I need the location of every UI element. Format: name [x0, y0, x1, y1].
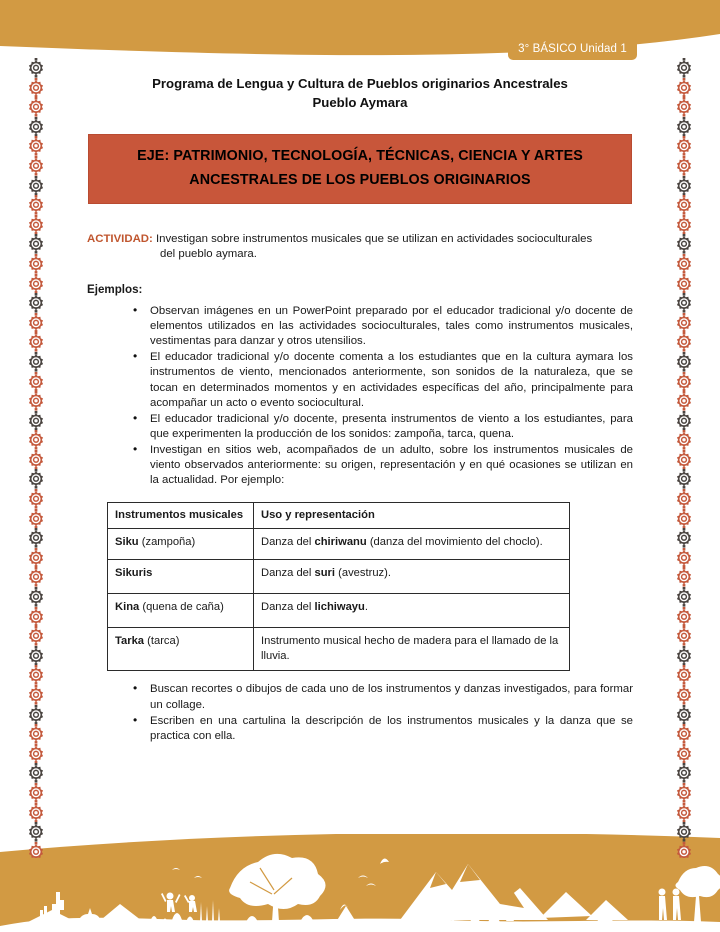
page-title-line1: Programa de Lengua y Cultura de Pueblos originarios Ancestrales — [152, 76, 568, 91]
andean-landscape-silhouette — [0, 834, 720, 932]
table-cell-use — [254, 560, 570, 594]
motif-orange-icon — [673, 567, 695, 587]
motif-orange-icon — [25, 744, 47, 764]
body-area — [87, 204, 633, 744]
use-dance-name: chiriwanu — [314, 536, 367, 549]
motif-orange-icon — [673, 136, 695, 156]
motif-dark-icon — [673, 528, 695, 548]
table-header-cell: Uso y representación — [254, 502, 570, 529]
motif-orange-icon — [673, 274, 695, 294]
instrument-name: Sikuris — [115, 567, 153, 580]
activity-text-line2: del pueblo aymara. — [160, 248, 257, 261]
table-cell-use — [254, 628, 570, 671]
motif-orange-icon — [673, 509, 695, 529]
motif-orange-icon — [673, 332, 695, 352]
table-cell-instrument — [108, 628, 254, 671]
examples-heading: Ejemplos: — [87, 283, 143, 297]
motif-dark-icon — [25, 705, 47, 725]
list-item: • Observan imágenes en un PowerPoint preparado por el educador tradicional y/o docente de elementos utilizados en las actividades socioculturales, tales como instrumentos musicales, vestimentas para danzar y otros utensilios. — [133, 304, 633, 350]
motif-orange-icon — [673, 685, 695, 705]
motif-dark-icon — [25, 352, 47, 372]
motif-orange-icon — [673, 372, 695, 392]
motif-dark-icon — [673, 646, 695, 666]
motif-orange-icon — [25, 97, 47, 117]
motif-dark-icon — [673, 58, 695, 78]
motif-dark-icon — [25, 411, 47, 431]
page-content — [0, 62, 720, 745]
list-item: • Buscan recortes o dibujos de cada uno de los instrumentos y danzas investigados, para formar un collage. — [133, 682, 633, 713]
table-row — [108, 628, 570, 671]
motif-orange-icon — [673, 97, 695, 117]
use-text-post: (danza del movimiento del choclo). — [366, 536, 543, 549]
motif-dark-icon — [25, 646, 47, 666]
motif-orange-icon — [25, 626, 47, 646]
activity-text-line1: Investigan sobre instrumentos musicales que se utilizan en actividades socioculturales — [152, 233, 593, 245]
motif-orange-icon — [25, 372, 47, 392]
motif-dark-icon — [25, 587, 47, 607]
table-row — [108, 529, 570, 560]
table-header-cell: Instrumentos musicales — [108, 502, 254, 529]
motif-orange-icon — [25, 548, 47, 568]
motif-dark-icon — [673, 117, 695, 137]
eje-banner-line1: EJE: PATRIMONIO, TECNOLOGÍA, TÉCNICAS, CIENCIA Y ARTES — [137, 148, 583, 164]
table-cell-use — [254, 529, 570, 560]
use-text-pre: Danza del — [261, 567, 315, 580]
motif-dark-icon — [25, 176, 47, 196]
motif-orange-icon — [673, 744, 695, 764]
page-title — [80, 74, 640, 112]
motif-orange-icon — [25, 607, 47, 627]
motif-dark-icon — [673, 293, 695, 313]
table-cell-use — [254, 594, 570, 628]
instrument-alt-name: (zampoña) — [138, 536, 196, 549]
activity-block — [87, 232, 633, 262]
use-text-post: (avestruz). — [335, 567, 391, 580]
motif-orange-icon — [25, 156, 47, 176]
motif-orange-icon — [673, 313, 695, 333]
instrument-name: Siku — [115, 536, 139, 549]
motif-dark-icon — [25, 293, 47, 313]
motif-orange-icon — [25, 489, 47, 509]
motif-orange-icon — [25, 724, 47, 744]
use-text-pre: Instrumento musical hecho de madera para el llamado de la lluvia. — [261, 635, 559, 662]
motif-dark-icon — [25, 469, 47, 489]
motif-orange-icon — [673, 724, 695, 744]
page-title-line2: Pueblo Aymara — [312, 95, 408, 110]
motif-dark-icon — [25, 117, 47, 137]
motif-orange-icon — [25, 313, 47, 333]
bottom-landscape-band — [0, 834, 720, 932]
motif-orange-icon — [25, 685, 47, 705]
motif-dark-icon — [673, 176, 695, 196]
motif-orange-icon — [25, 195, 47, 215]
left-decorative-border — [25, 58, 47, 858]
table-header-row — [108, 502, 570, 529]
motif-orange-icon — [25, 274, 47, 294]
motif-orange-icon — [673, 450, 695, 470]
motif-orange-icon — [25, 136, 47, 156]
unit-badge: 3° BÁSICO Unidad 1 — [508, 38, 637, 60]
motif-dark-icon — [673, 587, 695, 607]
motif-orange-icon — [25, 665, 47, 685]
instrument-name: Kina — [115, 601, 140, 614]
motif-orange-icon — [25, 254, 47, 274]
motif-dark-icon — [25, 763, 47, 783]
list-item: • El educador tradicional y/o docente, presenta instrumentos de viento a los estudiantes, para que experimenten la producción de los sonidos: zampoña, tarca, quena. — [133, 412, 633, 443]
motif-orange-icon — [673, 548, 695, 568]
motif-dark-icon — [673, 234, 695, 254]
motif-orange-icon — [673, 215, 695, 235]
motif-orange-icon — [25, 391, 47, 411]
instruments-table — [107, 502, 570, 672]
motif-orange-icon — [25, 332, 47, 352]
motif-dark-icon — [25, 528, 47, 548]
use-dance-name: suri — [314, 567, 336, 580]
right-decorative-border — [673, 58, 695, 858]
use-text-pre: Danza del — [261, 601, 315, 614]
motif-dark-icon — [673, 411, 695, 431]
use-text-pre: Danza del — [261, 536, 315, 549]
motif-orange-icon — [25, 215, 47, 235]
motif-orange-icon — [673, 430, 695, 450]
eje-banner-line2: ANCESTRALES DE LOS PUEBLOS ORIGINARIOS — [189, 172, 531, 188]
motif-orange-icon — [673, 665, 695, 685]
motif-orange-icon — [673, 195, 695, 215]
instrument-alt-name: (quena de caña) — [139, 601, 224, 614]
motif-dark-icon — [673, 469, 695, 489]
examples-list — [87, 304, 633, 489]
instrument-name: Tarka — [115, 635, 145, 648]
motif-orange-icon — [673, 626, 695, 646]
use-text-post: . — [364, 601, 368, 614]
motif-orange-icon — [25, 842, 47, 858]
eje-banner — [88, 134, 632, 204]
motif-dark-icon — [25, 822, 47, 842]
list-item: • El educador tradicional y/o docente comenta a los estudiantes que en la cultura aymara los instrumentos de viento, mencionados anteriormente, son sonidos de la naturaleza, que se tocan en determinados momentos y en actividades específicas del año, principalmente para acompañar un acto o evento sociocultural. — [133, 350, 633, 411]
motif-dark-icon — [25, 58, 47, 78]
motif-orange-icon — [25, 430, 47, 450]
use-dance-name: lichiwayu — [314, 601, 365, 614]
motif-orange-icon — [673, 783, 695, 803]
motif-dark-icon — [673, 352, 695, 372]
motif-dark-icon — [25, 234, 47, 254]
motif-orange-icon — [673, 489, 695, 509]
motif-orange-icon — [673, 803, 695, 823]
motif-dark-icon — [673, 763, 695, 783]
motif-orange-icon — [673, 842, 695, 858]
motif-orange-icon — [25, 78, 47, 98]
table-cell-instrument — [108, 560, 254, 594]
motif-dark-icon — [673, 822, 695, 842]
table-cell-instrument — [108, 594, 254, 628]
list-item: • Escriben en una cartulina la descripción de los instrumentos musicales y la danza que se practica con ella. — [133, 714, 633, 745]
motif-orange-icon — [25, 803, 47, 823]
motif-orange-icon — [25, 450, 47, 470]
instrument-alt-name: (tarca) — [144, 635, 180, 648]
motif-orange-icon — [673, 254, 695, 274]
motif-orange-icon — [25, 509, 47, 529]
list-item: • Investigan en sitios web, acompañados de un adulto, sobre los instrumentos musicales de viento observados anteriormente: su origen, representación y en qué ocasiones se utilizan en la actualidad. Por ejemplo: — [133, 443, 633, 489]
motif-orange-icon — [673, 607, 695, 627]
table-cell-instrument — [108, 529, 254, 560]
motif-orange-icon — [673, 391, 695, 411]
motif-dark-icon — [673, 705, 695, 725]
table-row — [108, 560, 570, 594]
closing-list — [87, 682, 633, 744]
motif-orange-icon — [673, 156, 695, 176]
motif-orange-icon — [673, 78, 695, 98]
motif-orange-icon — [25, 567, 47, 587]
motif-orange-icon — [25, 783, 47, 803]
activity-label: ACTIVIDAD: — [87, 233, 153, 245]
table-row — [108, 594, 570, 628]
